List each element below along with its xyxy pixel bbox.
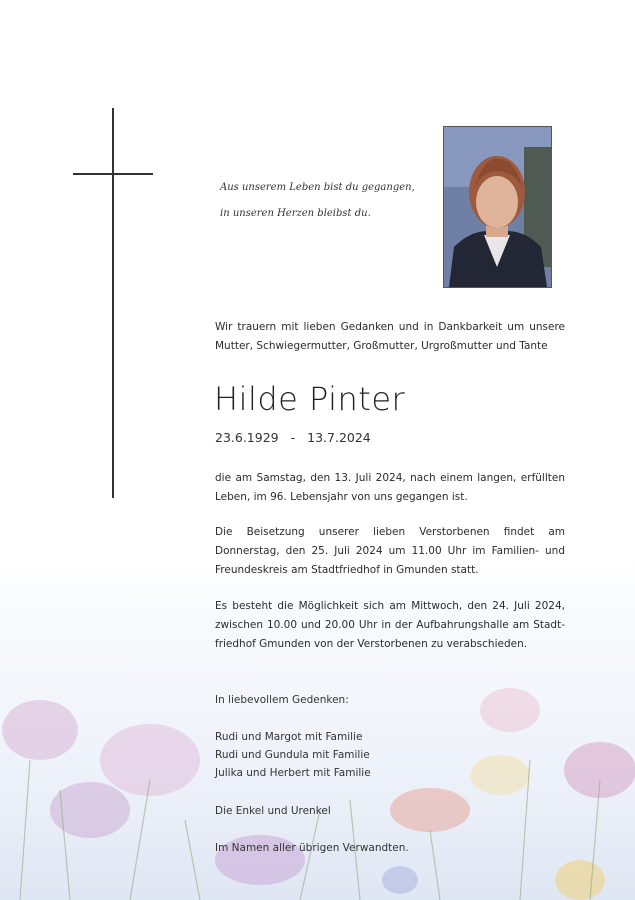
death-date: 13.7.2024 [307, 430, 371, 445]
birth-date: 23.6.1929 [215, 430, 279, 445]
death-info-paragraph: die am Samstag, den 13. Juli 2024, nach einem langen, erfüllten Leben, im 96. Lebensjahr von uns gegangen ist. [215, 472, 565, 503]
portrait-photo [443, 126, 552, 288]
quote-line-1: Aus unserem Leben bist du gegangen, [220, 182, 415, 193]
deceased-name: Hilde Pinter [214, 380, 406, 418]
life-dates [215, 430, 371, 445]
funeral-paragraph: Die Beisetzung unserer lieben Verstorbenen findet am Donnerstag, den 25. Juli 2024 um 11.00 Uhr im Familien- und Freundeskreis am Stadtfriedhof in Gmunden statt. [215, 526, 565, 576]
cross-horizontal-bar [73, 173, 153, 175]
quote-line-2: in unseren Herzen bleibst du. [220, 208, 371, 219]
mourner-family-2: Rudi und Gundula mit Familie [215, 749, 370, 761]
mourners-heading: In liebevollem Gedenken: [215, 694, 349, 706]
intro-text: Wir trauern mit lieben Gedanken und in Dankbarkeit um unsere Mutter, Schwiegermutter, Großmutter, Urgroßmutter und Tante [215, 321, 565, 352]
date-separator: - [290, 430, 296, 445]
mourner-family-1: Rudi und Margot mit Familie [215, 731, 363, 743]
mourner-family-3: Julika und Herbert mit Familie [215, 767, 371, 779]
mourner-grandchildren: Die Enkel und Urenkel [215, 805, 331, 817]
farewell-paragraph: Es besteht die Möglichkeit sich am Mittwoch, den 24. Juli 2024, zwischen 10.00 und 20.00 Uhr in der Aufbahrungshalle am Stadt- friedhof Gmunden von der Verstorbenen zu verabschieden. [215, 600, 565, 650]
mourner-relatives: Im Namen aller übrigen Verwandten. [215, 842, 409, 854]
cross-vertical-bar [112, 108, 114, 498]
